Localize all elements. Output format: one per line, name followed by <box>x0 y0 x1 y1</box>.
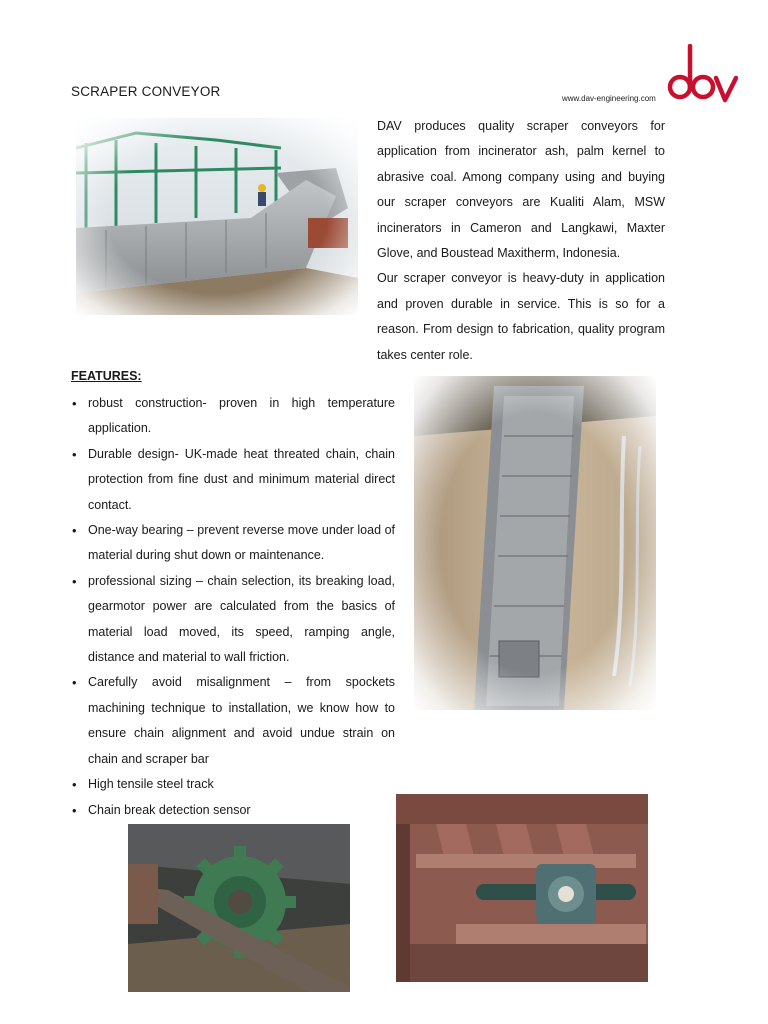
sprocket-photo <box>128 824 350 992</box>
website-link[interactable]: www.dav-engineering.com <box>562 94 656 103</box>
intro-paragraph-1: DAV produces quality scraper conveyors for application from incinerator ash, palm kernel to abrasive coal. Among company using and buying our scraper conveyors are Kualiti Alam, MSW incinerators in Cameron and Langkawi, Maxter Glove, and Boustead Maxitherm, Indonesia. <box>377 119 665 261</box>
conveyor-trough-photo <box>414 376 656 710</box>
bearing-housing-photo <box>396 794 648 982</box>
feature-item: • Durable design- UK-made heat threated chain, chain protection from fine dust and minimum material direct contact. <box>71 442 395 518</box>
feature-item: • Chain break detection sensor <box>71 798 395 823</box>
features-heading: FEATURES: <box>71 369 142 383</box>
feature-item: • professional sizing – chain selection, its breaking load, gearmotor power are calculated from the basics of material load moved, its speed, ramping angle, distance and material to wall friction. <box>71 569 395 671</box>
feature-item: • Carefully avoid misalignment – from spockets machining technique to installation, we know how to ensure chain alignment and avoid undue strain on chain and scraper bar <box>71 670 395 772</box>
feature-item: • One-way bearing – prevent reverse move under load of material during shut down or maintenance. <box>71 518 395 569</box>
feature-item: • High tensile steel track <box>71 772 395 797</box>
feature-item: • robust construction- proven in high temperature application. <box>71 391 395 442</box>
page-title: SCRAPER CONVEYOR <box>71 84 221 99</box>
scraper-conveyor-outdoor-photo <box>76 118 358 315</box>
intro-text <box>377 114 665 368</box>
intro-paragraph-2: Our scraper conveyor is heavy-duty in application and proven durable in service. This is so for a reason. From design to fabrication, quality program takes center role. <box>377 271 665 362</box>
dav-logo <box>666 44 738 106</box>
features-list <box>71 391 395 823</box>
